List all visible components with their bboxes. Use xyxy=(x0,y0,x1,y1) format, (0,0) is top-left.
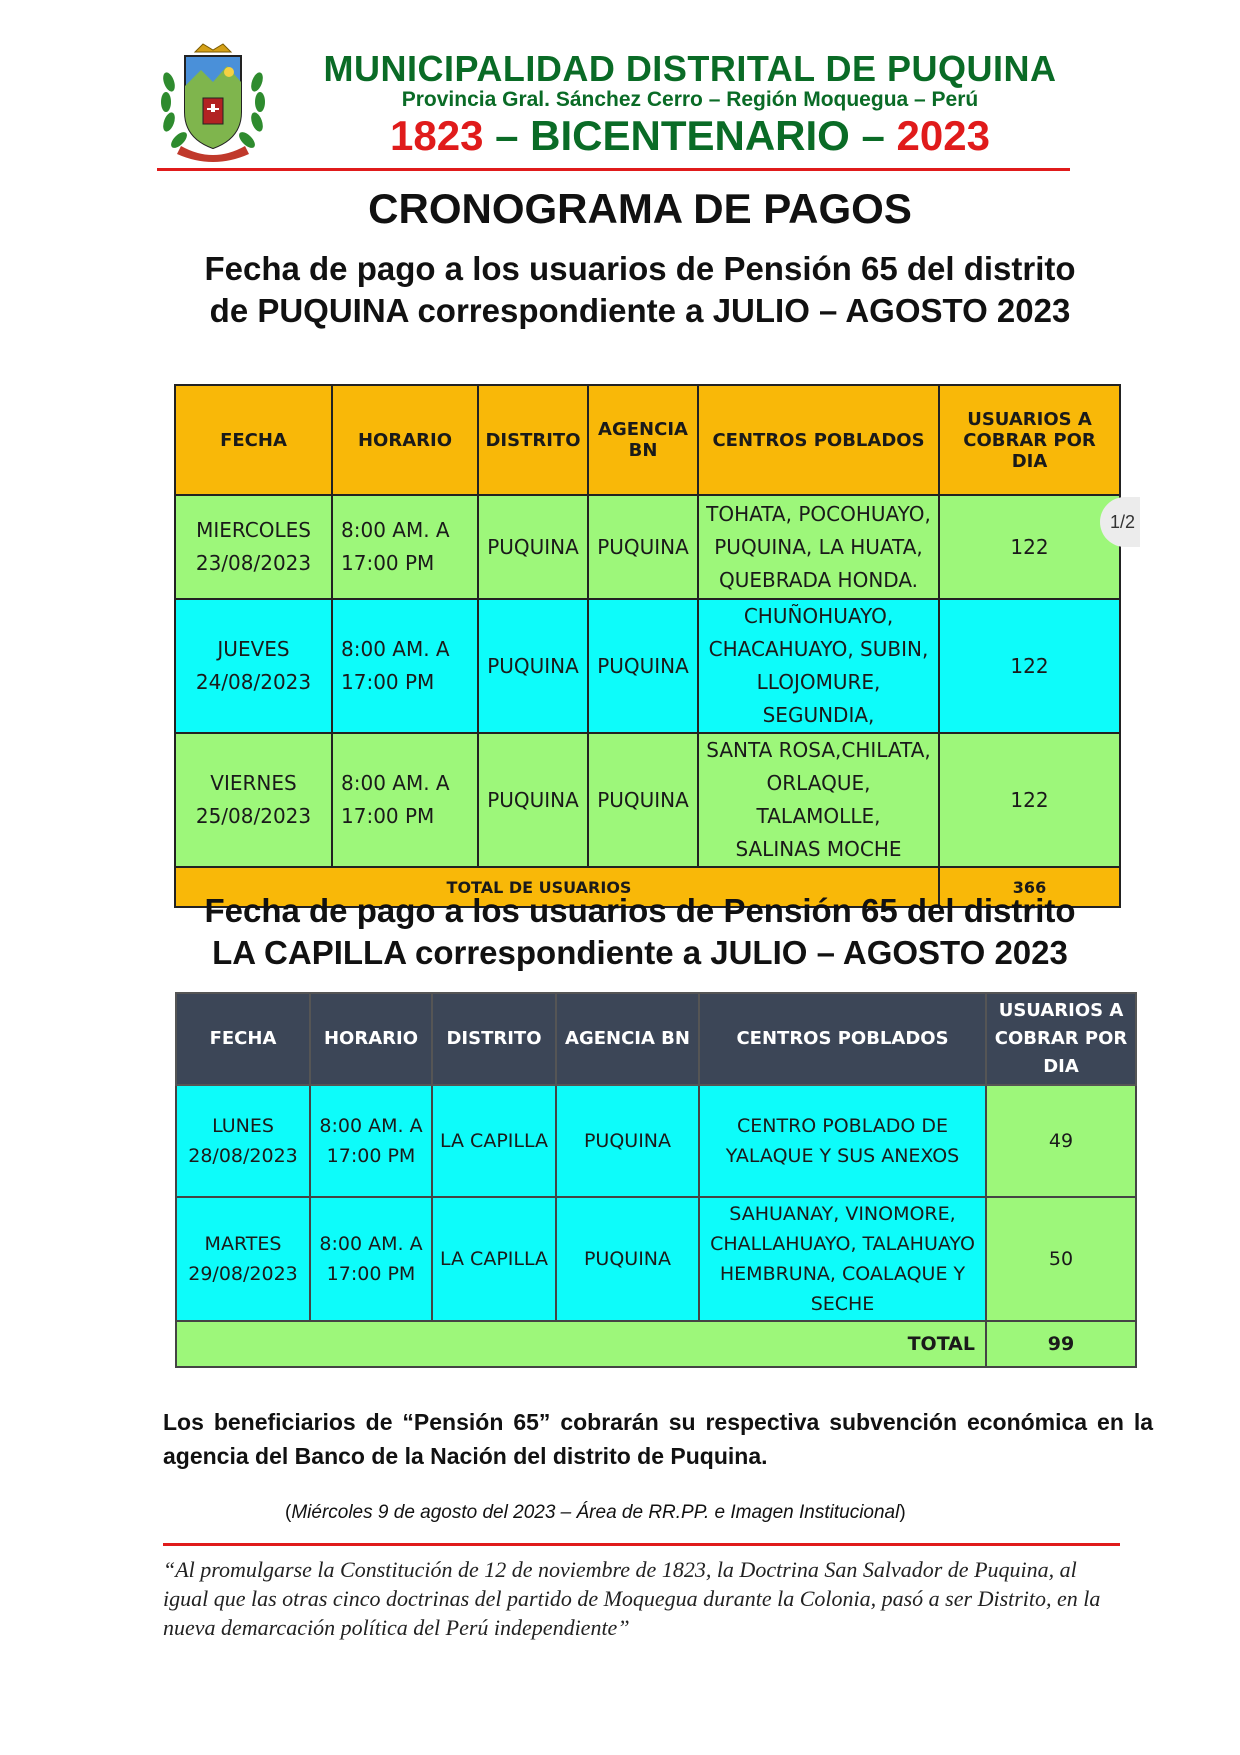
centro-line: PUQUINA, LA HUATA, xyxy=(714,534,923,559)
header-centros: CENTROS POBLADOS xyxy=(699,993,986,1085)
horario-end: 17:00 PM xyxy=(341,551,435,575)
fecha-cell xyxy=(175,495,332,599)
fecha-cell xyxy=(175,599,332,733)
fecha-cell xyxy=(176,1197,310,1321)
section1-subtitle-line2: de PUQUINA correspondiente a JULIO – AGOSTO 2023 xyxy=(209,292,1071,329)
fecha-date: 24/08/2023 xyxy=(195,670,312,694)
usuarios-cell: 49 xyxy=(986,1085,1136,1197)
dateline-open: ( xyxy=(285,1502,292,1523)
centros-cell xyxy=(698,495,939,599)
municipality-name: MUNICIPALIDAD DISTRITAL DE PUQUINA xyxy=(323,48,1057,89)
dateline-text: Miércoles 9 de agosto del 2023 – Área de RR.PP. e Imagen Institucional xyxy=(291,1502,900,1523)
page-title: CRONOGRAMA DE PAGOS xyxy=(368,185,912,232)
centros-cell xyxy=(699,1197,986,1321)
table-row xyxy=(175,733,1120,867)
horario-end: 17:00 PM xyxy=(326,1145,416,1167)
table-row xyxy=(176,1197,1136,1321)
usuarios-cell: 122 xyxy=(939,495,1120,599)
horario-start: 8:00 AM. A xyxy=(341,518,450,542)
total-row xyxy=(176,1321,1136,1367)
table-row xyxy=(175,495,1120,599)
header-distrito: DISTRITO xyxy=(478,385,588,495)
header-horario: HORARIO xyxy=(332,385,478,495)
table-header-row xyxy=(175,385,1120,495)
section2-subtitle xyxy=(120,890,1160,974)
centro-line: SANTA ROSA,CHILATA, xyxy=(706,738,931,762)
distrito-cell: PUQUINA xyxy=(478,495,588,599)
usuarios-cell: 122 xyxy=(939,599,1120,733)
page-indicator[interactable]: 1/2 xyxy=(1100,497,1140,547)
dateline-close: ) xyxy=(899,1502,906,1523)
centros-cell xyxy=(699,1085,986,1197)
usuarios-cell: 122 xyxy=(939,733,1120,867)
horario-cell xyxy=(332,495,478,599)
horario-start: 8:00 AM. A xyxy=(341,771,450,795)
header-horario: HORARIO xyxy=(310,993,432,1085)
fecha-day: MIERCOLES xyxy=(196,518,311,542)
agencia-cell: PUQUINA xyxy=(588,733,698,867)
horario-cell xyxy=(310,1085,432,1197)
section2-subtitle-line1: Fecha de pago a los usuarios de Pensión 65 del distrito xyxy=(204,892,1076,929)
fecha-cell xyxy=(175,733,332,867)
total-label: TOTAL DE USUARIOS xyxy=(175,867,939,907)
la-capilla-schedule-table xyxy=(175,992,1137,1368)
horario-end: 17:00 PM xyxy=(326,1263,416,1285)
fecha-date: 23/08/2023 xyxy=(195,551,312,575)
agencia-cell: PUQUINA xyxy=(588,495,698,599)
horario-end: 17:00 PM xyxy=(341,804,435,828)
centro-line: CHALLAHUAYO, TALAHUAYO xyxy=(710,1233,975,1255)
bicentenario-banner xyxy=(300,112,1080,160)
header-agencia: AGENCIA BN xyxy=(556,993,699,1085)
agencia-cell: PUQUINA xyxy=(556,1197,699,1321)
horario-cell xyxy=(332,733,478,867)
header-fecha: FECHA xyxy=(175,385,332,495)
dateline xyxy=(285,1502,985,1524)
distrito-cell: PUQUINA xyxy=(478,733,588,867)
centro-line: LLOJOMURE, SEGUNDIA, xyxy=(756,670,881,727)
centro-line: CHACAHUAYO, SUBIN, xyxy=(708,637,929,661)
fecha-day: VIERNES xyxy=(210,771,297,795)
centro-line: YALAQUE Y SUS ANEXOS xyxy=(725,1145,960,1167)
horario-start: 8:00 AM. A xyxy=(319,1115,423,1137)
agencia-cell: PUQUINA xyxy=(556,1085,699,1197)
table-header-row xyxy=(176,993,1136,1085)
horario-end: 17:00 PM xyxy=(341,670,435,694)
table-row xyxy=(175,599,1120,733)
usuarios-cell: 50 xyxy=(986,1197,1136,1321)
fecha-day: JUEVES xyxy=(217,637,290,661)
beneficiaries-note: Los beneficiarios de “Pensión 65” cobrarán su respectiva subvención económica en la agencia del Banco de la Nación del distrito de Puquina. xyxy=(163,1409,1153,1469)
header-fecha: FECHA xyxy=(176,993,310,1085)
distrito-cell: LA CAPILLA xyxy=(432,1197,556,1321)
section1-subtitle xyxy=(120,248,1160,332)
section2-subtitle-line2: LA CAPILLA correspondiente a JULIO – AGOSTO 2023 xyxy=(212,934,1068,971)
distrito-cell: LA CAPILLA xyxy=(432,1085,556,1197)
year-end: 2023 xyxy=(896,112,990,159)
total-value: 99 xyxy=(986,1321,1136,1367)
section1-subtitle-line1: Fecha de pago a los usuarios de Pensión 65 del distrito xyxy=(204,250,1076,287)
fecha-day: LUNES xyxy=(212,1115,274,1137)
horario-start: 8:00 AM. A xyxy=(341,637,450,661)
distrito-cell: PUQUINA xyxy=(478,599,588,733)
year-start: 1823 xyxy=(390,112,484,159)
bicentenario-text: – BICENTENARIO – xyxy=(483,112,897,159)
province-line: Provincia Gral. Sánchez Cerro – Región Moquegua – Perú xyxy=(401,88,979,111)
fecha-day: MARTES xyxy=(204,1233,282,1255)
puquina-schedule-table xyxy=(174,384,1121,908)
centros-cell xyxy=(698,599,939,733)
centro-line: QUEBRADA HONDA. xyxy=(718,567,919,592)
total-label: TOTAL xyxy=(176,1321,986,1367)
centro-line: SALINAS MOCHE xyxy=(735,837,902,861)
centro-line: SECHE xyxy=(810,1293,875,1315)
coat-of-arms-icon xyxy=(155,42,271,166)
centro-line: TOHATA, POCOHUAYO, xyxy=(706,501,931,526)
footer-divider xyxy=(163,1543,1120,1546)
centro-line: SAHUANAY, VINOMORE, xyxy=(729,1203,956,1225)
fecha-cell xyxy=(176,1085,310,1197)
centro-line: ORLAQUE, TALAMOLLE, xyxy=(756,771,881,828)
centro-line: CENTRO POBLADO DE xyxy=(736,1115,948,1137)
header-distrito: DISTRITO xyxy=(432,993,556,1085)
horario-cell xyxy=(332,599,478,733)
centro-line: HEMBRUNA, COALAQUE Y xyxy=(719,1263,966,1285)
fecha-date: 25/08/2023 xyxy=(195,804,312,828)
header-agencia: AGENCIA BN xyxy=(588,385,698,495)
header-divider xyxy=(157,168,1070,171)
header-usuarios: USUARIOS A COBRAR POR DIA xyxy=(939,385,1120,495)
header-centros: CENTROS POBLADOS xyxy=(698,385,939,495)
table-row xyxy=(176,1085,1136,1197)
horario-start: 8:00 AM. A xyxy=(319,1233,423,1255)
horario-cell xyxy=(310,1197,432,1321)
centro-line: CHUÑOHUAYO, xyxy=(743,604,894,628)
fecha-date: 28/08/2023 xyxy=(188,1145,298,1167)
fecha-date: 29/08/2023 xyxy=(188,1263,298,1285)
historical-quote: “Al promulgarse la Constitución de 12 de noviembre de 1823, la Doctrina San Salvador de Puquina, al igual que las otras cinco doctrinas del partido de Moquegua durante la Colonia, pasó a ser Distrito, en la nueva demarcación política del Perú independiente” xyxy=(163,1557,1101,1640)
total-value: 366 xyxy=(939,867,1120,907)
header-usuarios: USUARIOS A COBRAR POR DIA xyxy=(986,993,1136,1085)
agencia-cell: PUQUINA xyxy=(588,599,698,733)
centros-cell xyxy=(698,733,939,867)
